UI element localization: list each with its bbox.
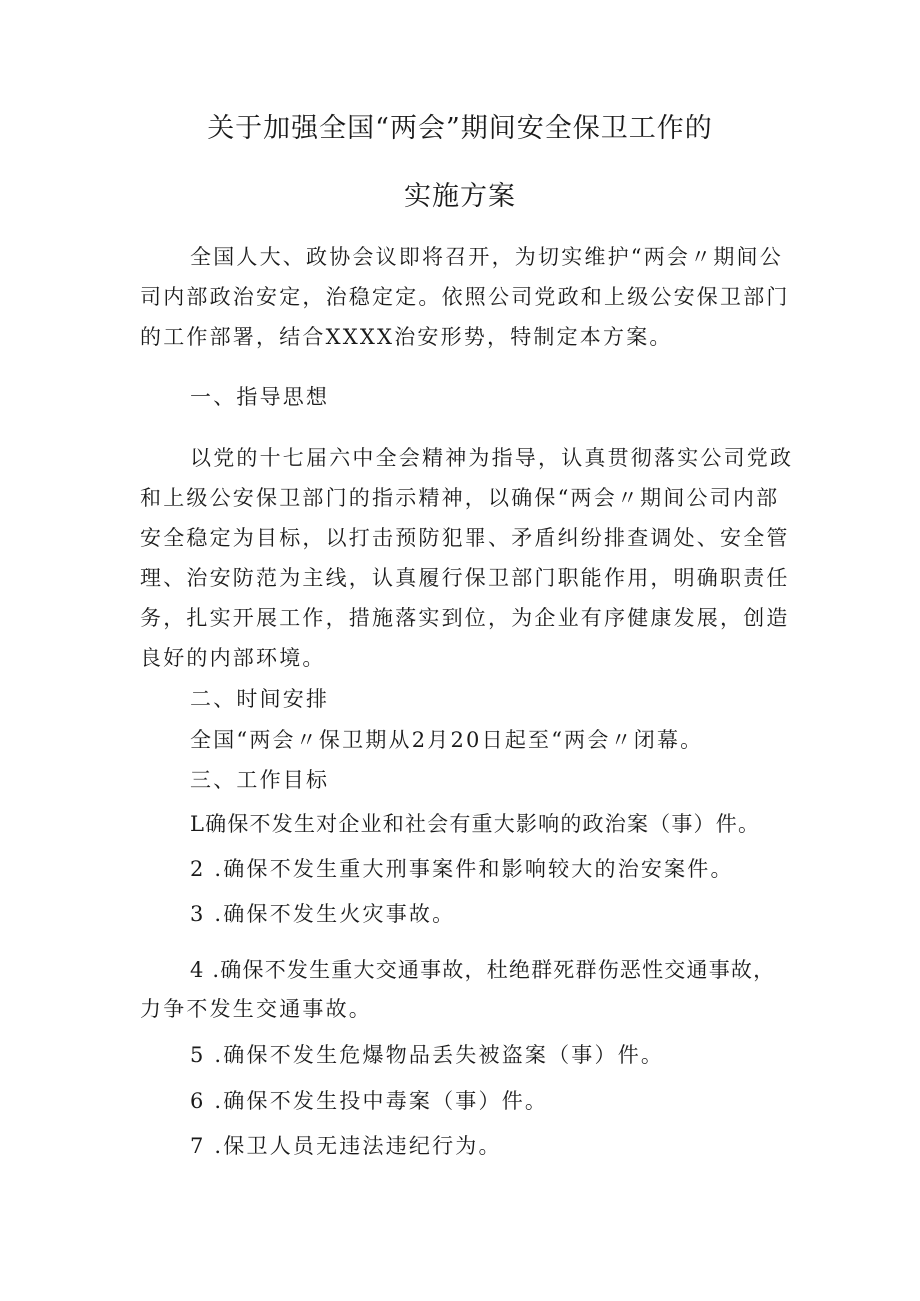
section-1-line-3: 安全稳定为目标，以打击预防犯罪、矛盾纠纷排查调处、安全管 — [140, 526, 790, 550]
goal-item-2: 2 .确保不发生重大刑事案件和影响较大的治安案件。 — [190, 857, 734, 881]
section-3-heading: 三、工作目标 — [190, 768, 330, 792]
section-1-line-4: 理、治安防范为主线，认真履行保卫部门职能作用，明确职责任 — [140, 566, 790, 590]
section-2-text: 全国“两会〃保卫期从2月20日起至“两会〃闭幕。 — [190, 728, 704, 752]
doc-title-line-1: 关于加强全国“两会”期间安全保卫工作的 — [207, 113, 713, 144]
section-2-heading: 二、时间安排 — [190, 687, 330, 711]
section-1-line-5: 务，扎实开展工作，措施落实到位，为企业有序健康发展，创造 — [140, 606, 790, 630]
goal-item-6: 6 .确保不发生投中毒案（事）件。 — [190, 1089, 549, 1113]
goal-item-7: 7 .保卫人员无违法违纪行为。 — [190, 1134, 502, 1158]
section-1-line-1: 以党的十七届六中全会精神为指导，认真贯彻落实公司党政 — [190, 446, 794, 470]
goal-item-1: L确保不发生对企业和社会有重大影响的政治案（事）件。 — [190, 812, 761, 836]
goal-item-4-line-1: 4 .确保不发生重大交通事故，杜绝群死群伤恶性交通事故， — [190, 958, 776, 982]
goal-item-5: 5 .确保不发生危爆物品丢失被盗案（事）件。 — [190, 1043, 665, 1067]
intro-line-2: 司内部政治安定，治稳定定。依照公司党政和上级公安保卫部门 — [140, 285, 790, 309]
doc-title-line-2: 实施方案 — [404, 181, 516, 212]
section-1-line-2: 和上级公安保卫部门的指示精神，以确保“两会〃期间公司内部 — [140, 486, 780, 510]
intro-line-1: 全国人大、政协会议即将召开，为切实维护“两会〃期间公 — [190, 245, 783, 269]
goal-item-4-line-2: 力争不发生交通事故。 — [140, 997, 372, 1021]
goal-item-3: 3 .确保不发生火灾事故。 — [190, 902, 456, 926]
section-1-heading: 一、指导思想 — [190, 385, 330, 409]
section-1-line-6: 良好的内部环境。 — [140, 646, 326, 670]
intro-line-3: 的工作部署，结合XXXX治安形势，特制定本方案。 — [140, 325, 673, 349]
